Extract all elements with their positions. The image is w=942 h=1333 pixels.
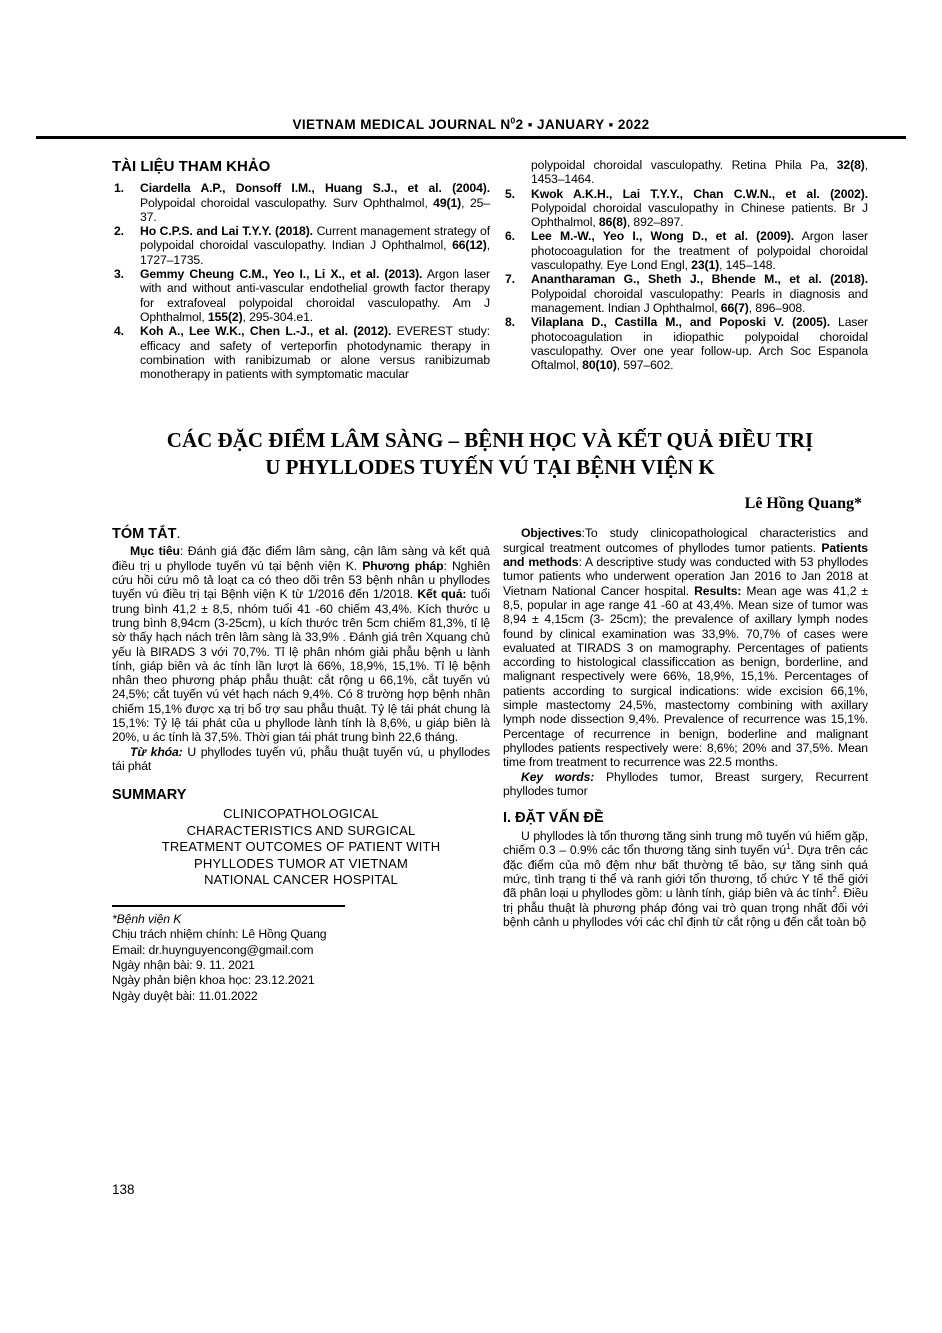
article-title-line-1: CÁC ĐẶC ĐIỂM LÂM SÀNG – BỆNH HỌC VÀ KẾT QUẢ ĐIỀU TRỊ [166,428,814,453]
abstract-vi-heading-text: TÓM TẮT [112,526,177,543]
introduction-body: U phyllodes là tổn thương tăng sinh trung mô tuyến vú hiếm gặp, chiếm 0.3 – 0.9% các tổn thương tăng sinh tuyến $vú^1$. Dựa trên các đặc điểm của mô đệm như bất thường tế bào, sự tăng sinh quá mức, tình trạng ti thể và ranh giới tổn thương, tổ chức Y tế thế giới đã phân loại u phyllodes gồm: u lành tính, giáp biên và ác tính$^2$. Điều trị phẫu thuật là phương pháp đóng vai trò quan trọng nhất đối với bệnh cảnh u phyllodes với các chỉ định từ cắt rộng u đến cắt toàn bộ [503,829,868,929]
reference-item-8 [503,315,868,372]
page-number: 138 [112,1182,135,1197]
reference-number: 4. [114,324,124,339]
abstract-vi-heading [112,526,490,542]
reference-number: 1. [114,181,124,196]
summary-title-line-5: NATIONAL CANCER HOSPITAL [204,872,398,888]
journal-header-prefix: VIETNAM MEDICAL JOURNAL N [292,117,511,132]
reference-number: 7. [505,272,515,287]
footnote-email: Email: dr.huynguyencong@gmail.com [112,942,314,957]
footnote-affiliation: *Bệnh viện K [112,911,182,926]
abstract-vi-keywords: Từ khóa: U phyllodes tuyến vú, phẫu thuật tuyến vú, u phyllodes tái phát [112,744,490,773]
footnote-received-date: Ngày nhận bài: 9. 11. 2021 [112,957,255,972]
summary-title [112,806,490,889]
journal-header-suffix: 2 ▪ JANUARY ▪ 2022 [515,117,650,132]
page-content [112,158,868,1004]
summary-title-line-1: CLINICOPATHOLOGICAL [223,806,379,822]
reference-text: Kwok A.K.H., Lai T.Y.Y., Chan C.W.N., et al. (2002). Polypoidal choroidal vasculopathy in Chinese patients. Br J Ophthalmol, 86(8), 892–897. [531,186,868,230]
reference-item-5 [503,187,868,230]
article-author: Lê Hồng Quang* [744,495,862,513]
abstract-en-body: Objectives:To study clinicopathological characteristics and surgical treatment outcomes of phyllodes tumor patients. Patients and methods: A descriptive study was conducted with 53 phyllodes tumor patients who underwent operation Jan 2016 to Jan 2018 at Vietnam National Cancer hospital. Results: Mean age was 41,2 ± 8,5, popular in age range 41 -60 at 43,4%. Mean size of tumor was 8,94 ± 4,15cm (3- 25cm); the prevalence of axillary lymph nodes found by clinical examination was 33,9%. 70,7% of cases were evaluated at TIRADS 3 on mamography. Percentages of patients according to histological classificcation as benign, borderline, and malignant respectively were 66%, 18,9%, 15,1%. Percentages of patients according to surgical indications: wide excision 66,1%, simple mastectomy 24,5%, mastectomy combining with axillary lymph node dissection 9,4%. Prevalence of recurrence was 15,1%. Percentage of recurrence in benign, boderline and malignant phyllodes patients respectively were: 8,6%; 20% and 37,5%. Mean time from treatment to recurrence was 22.5 months. [503,526,869,770]
reference-item-1 [112,181,490,224]
footnote-review-date: Ngày phản biện khoa học: 23.12.2021 [112,973,315,988]
reference-number: 8. [505,315,515,330]
article-body [112,526,868,1004]
page-header [36,117,906,139]
reference-item-7 [503,272,868,315]
abstract-en-keywords: Key words: Phyllodes tumor, Breast surgery, Recurrent phyllodes tumor [503,769,868,798]
article-title [112,427,868,481]
reference-number: 5. [505,186,515,201]
footnote-rule [112,905,345,907]
journal-header-superscript: 0 [510,115,516,126]
header-rule [36,136,906,139]
references-section [112,158,868,381]
reference-text: Anantharaman G., Sheth J., Bhende M., et al. (2018). Polypoidal choroidal vasculopathy: Pearls in diagnosis and management. Indian J Ophthalmol, 66(7), 896–908. [531,272,868,315]
right-column [503,526,868,1004]
introduction-heading: I. ĐẶT VẤN ĐỀ [503,810,604,827]
footnote-corresponding-author: Chịu trách nhiệm chính: Lê Hồng Quang [112,927,327,942]
reference-item-4 [112,324,490,381]
reference-text: Lee M.-W., Yeo I., Wong D., et al. (2009). Argon laser photocoagulation for the treatment of polypoidal choroidal vasculopathy. Eye Lond Engl, 23(1), 145–148. [531,229,868,273]
footnote-accepted-date: Ngày duyệt bài: 11.01.2022 [112,988,258,1003]
abstract-vi-body: Mục tiêu: Đánh giá đặc điểm lâm sàng, cận lâm sàng và kết quả điều trị u phyllode tuyến vú tại bệnh viện K. Phương pháp: Nghiên cứu hồi cứu mô tả loạt ca có theo dõi trên 53 bệnh nhân u phyllodes tuyến vú điều trị tại Bệnh viện K từ 1/2016 đến 1/2018. Kết quả: tuổi trung bình 41,2 ± 8,5, nhóm tuổi 41 -60 chiếm 43,4%. Kích thước u trung bình 8,94cm (3-25cm), u kích thước trên 5cm chiếm 81,3%, tỉ lệ sờ thấy hạch nách trên lâm sàng là 33,9% . Đánh giá trên Xquang chủ yếu là BIRADS 3 với 70,7%. Tỉ lệ phân nhóm giải phẫu bệnh u lành tính, giáp biên và ác tính lần lượt là 66%, 18,9%, 15,1%. Tỉ lệ bệnh nhân theo phương pháp phẫu thuật: cắt rộng u 66,1%, cắt tuyến vú 24,5%; cắt tuyến vú vét hạch nách 9,4%. Có 8 trường hợp bệnh nhân chiếm 15,1% được xạ trị bổ trợ sau phẫu thuật. Tỷ lệ tái phát chung là 15,1%: Tỷ lệ tái phát của u phyllode lành tính là 8,6%, u giáp biên là 20%, u ác tính là 37,5%. Thời gian tái phát trung bình 22,6 tháng. [112,544,490,745]
references-heading: TÀI LIỆU THAM KHẢO [112,158,271,175]
summary-title-line-4: PHYLLODES TUMOR AT VIETNAM [194,855,408,871]
summary-title-line-3: TREATMENT OUTCOMES OF PATIENT WITH [161,839,441,855]
reference-number: 6. [505,229,515,244]
reference-item-2 [112,224,490,267]
reference-item-6 [503,229,868,272]
reference-text: Koh A., Lee W.K., Chen L.-J., et al. (2012). EVEREST study: efficacy and safety of verteporfin photodynamic therapy in combination with ranibizumab or alone versus ranibizumab monotherapy in patients with symptomatic macular [140,324,490,382]
article-title-line-2: U PHYLLODES TUYẾN VÚ TẠI BỆNH VIỆN K [265,455,715,480]
references-column-left [112,158,490,381]
reference-number: 2. [114,224,124,239]
references-column-right [503,158,868,381]
abstract-vi-heading-period: . [176,526,181,543]
reference-text: Ho C.P.S. and Lai T.Y.Y. (2018). Current management strategy of polypoidal choroidal vasculopathy. Indian J Ophthalmol, 66(12), 1727–1735. [140,224,490,267]
footnote [112,905,490,1004]
reference-number: 3. [114,267,124,282]
left-column [112,526,490,1004]
summary-title-line-2: CHARACTERISTICS AND SURGICAL [186,822,416,838]
reference-4-continuation: polypoidal choroidal vasculopathy. Retina Phila Pa, 32(8), 1453–1464. [531,158,868,187]
reference-item-3 [112,267,490,324]
reference-text: Gemmy Cheung C.M., Yeo I., Li X., et al. (2013). Argon laser with and without anti-vascular endothelial growth factor therapy for extrafoveal polypoidal choroidal vasculopathy. Am J Ophthalmol, 155(2), 295-304.e1. [140,267,490,324]
reference-text: Ciardella A.P., Donsoff I.M., Huang S.J., et al. (2004). Polypoidal choroidal vasculopathy. Surv Ophthalmol, 49(1), 25–37. [140,181,490,224]
summary-heading: SUMMARY [112,787,187,804]
journal-header-title [36,117,906,132]
reference-text: Vilaplana D., Castilla M., and Poposki V. (2005). Laser photocoagulation in idiopathic polypoidal choroidal vasculopathy. Over one year follow-up. Arch Soc Espanola Oftalmol, 80(10), 597–602. [531,315,868,373]
